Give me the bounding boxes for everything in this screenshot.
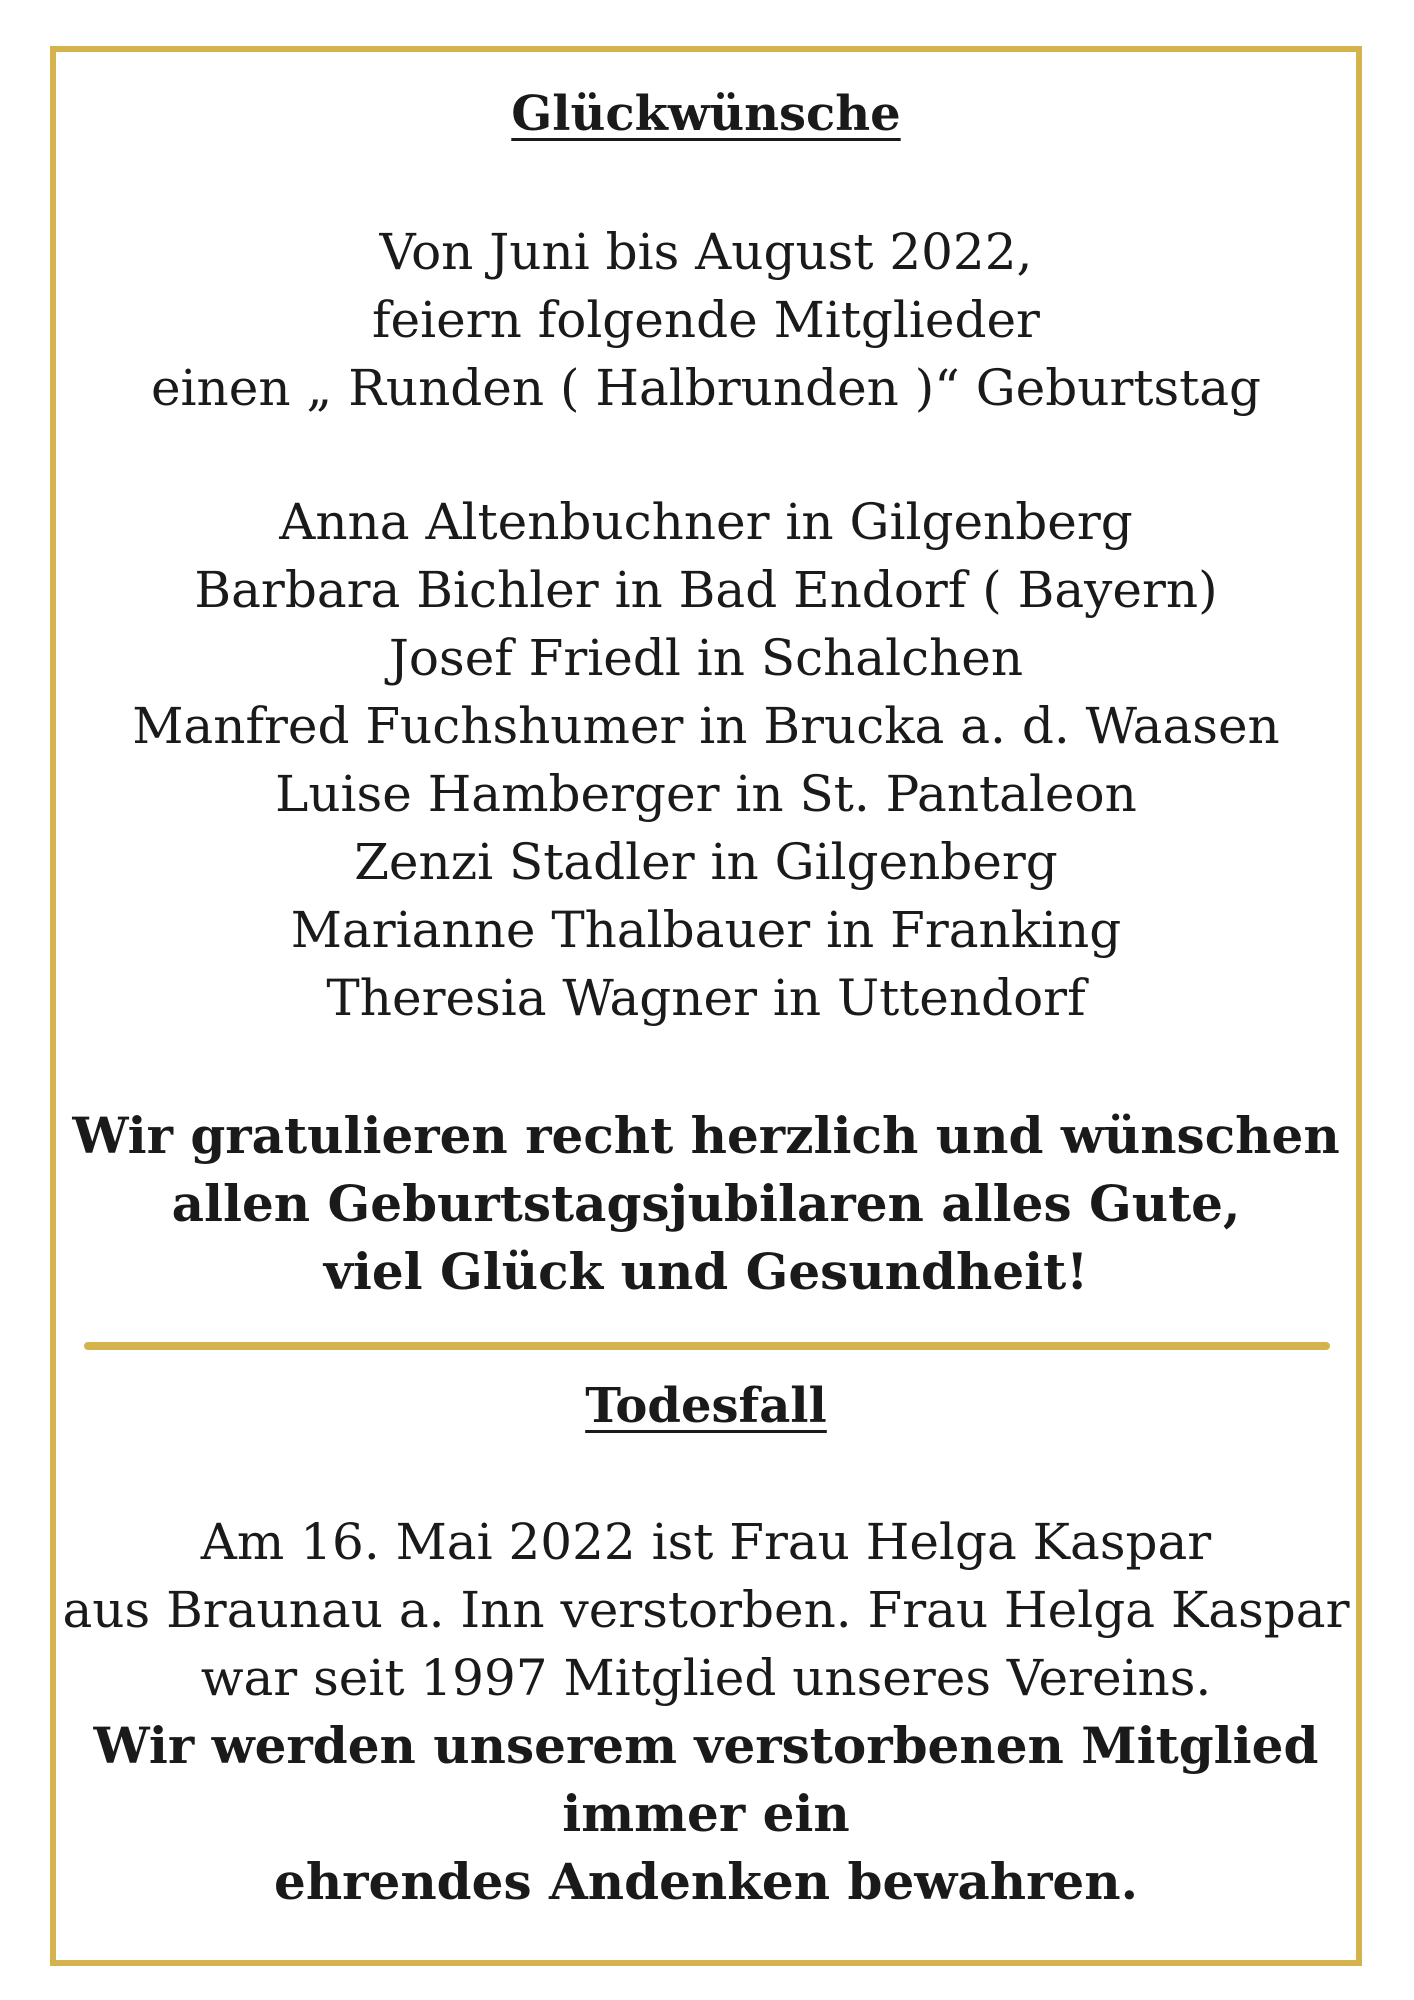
- member-item: Manfred Fuchshumer in Brucka a. d. Waasen: [132, 697, 1280, 755]
- obituary-line: aus Braunau a. Inn verstorben. Frau Helga Kaspar: [62, 1581, 1350, 1639]
- member-item: Josef Friedl in Schalchen: [388, 629, 1024, 687]
- member-item: Theresia Wagner in Uttendorf: [326, 969, 1086, 1027]
- congratulations-section: [56, 86, 1356, 144]
- congratulations-intro: [56, 218, 1356, 422]
- intro-line: Von Juni bis August 2022,: [379, 223, 1033, 281]
- member-item: Barbara Bichler in Bad Endorf ( Bayern): [194, 561, 1218, 619]
- section-divider: [84, 1342, 1330, 1350]
- wishes-line: viel Glück und Gesundheit!: [323, 1242, 1089, 1301]
- member-item: Zenzi Stadler in Gilgenberg: [354, 833, 1058, 891]
- obituary-section: [56, 1378, 1356, 1436]
- wishes-line: allen Geburtstagsjubilaren alles Gute,: [171, 1174, 1241, 1233]
- obituary-closing-line: Wir werden unserem verstorbenen Mitglied: [93, 1716, 1319, 1775]
- obituary-line: war seit 1997 Mitglied unseres Vereins.: [200, 1649, 1212, 1707]
- obituary-line: Am 16. Mai 2022 ist Frau Helga Kaspar: [200, 1513, 1212, 1571]
- obituary-closing-line: immer ein: [562, 1784, 850, 1843]
- wishes-line: Wir gratulieren recht herzlich und wünschen: [72, 1106, 1340, 1165]
- member-item: Luise Hamberger in St. Pantaleon: [275, 765, 1137, 823]
- obituary-text: [56, 1508, 1356, 1916]
- congratulations-title: Glückwünsche: [511, 86, 901, 142]
- member-list: [56, 488, 1356, 1032]
- wishes-block: [56, 1102, 1356, 1306]
- obituary-closing-line: ehrendes Andenken bewahren.: [274, 1852, 1138, 1911]
- member-item: Marianne Thalbauer in Franking: [290, 901, 1122, 959]
- member-item: Anna Altenbuchner in Gilgenberg: [279, 493, 1133, 551]
- obituary-title: Todesfall: [585, 1378, 827, 1434]
- intro-line: einen „ Runden ( Halbrunden )“ Geburtstag: [150, 359, 1262, 417]
- intro-line: feiern folgende Mitglieder: [372, 291, 1040, 349]
